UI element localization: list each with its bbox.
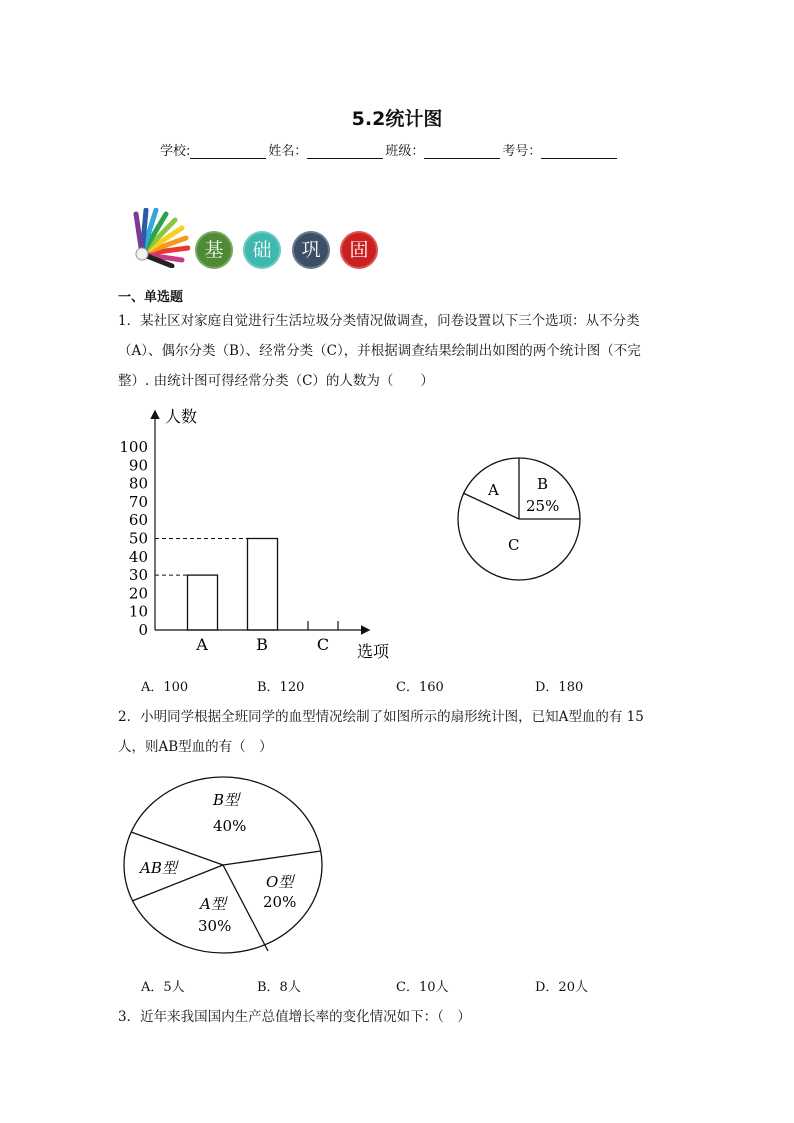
q2-option-c[interactable]: C．10人 bbox=[396, 980, 449, 995]
question-1-text bbox=[118, 306, 678, 396]
q1-bar-chart bbox=[110, 400, 410, 670]
b-type-percent: 40% bbox=[213, 817, 247, 835]
y-tick-label: 70 bbox=[128, 492, 148, 511]
y-tick-label: 100 bbox=[119, 438, 148, 456]
x-category-label: C bbox=[316, 635, 330, 654]
x-category-label: B bbox=[256, 635, 268, 654]
badge-ji: 基 bbox=[195, 231, 233, 269]
pencil-fan-icon bbox=[128, 208, 190, 268]
number-label: 考号： bbox=[502, 144, 542, 159]
class-blank[interactable] bbox=[424, 144, 500, 159]
question-2-text bbox=[118, 702, 678, 762]
q2-option-b[interactable]: B．8人 bbox=[257, 980, 301, 995]
school-label: 学校: bbox=[160, 144, 191, 159]
y-tick-label: 80 bbox=[128, 474, 148, 493]
q1-line-3: 整）. 由统计图可得经常分类（C）的人数为（ ） bbox=[118, 373, 434, 389]
q1-line-1: 1．某社区对家庭自觉进行生活垃圾分类情况做调查，问卷设置以下三个选项：从不分类 bbox=[118, 313, 640, 329]
ab-type-label: AB型 bbox=[140, 859, 177, 877]
bar-a bbox=[188, 575, 218, 630]
y-axis-label: 人数 bbox=[165, 407, 198, 426]
q1-option-c[interactable]: C．160 bbox=[396, 680, 444, 695]
q1-pie-chart bbox=[450, 450, 590, 590]
section-heading: 一、单选题 bbox=[118, 290, 184, 305]
student-info-row bbox=[160, 140, 619, 159]
class-label: 班级： bbox=[385, 144, 425, 159]
question-3-text bbox=[118, 1002, 678, 1032]
name-label: 姓名： bbox=[268, 144, 308, 159]
y-tick-label: 90 bbox=[128, 456, 148, 475]
q1-line-2: （A）、偶尔分类（B）、经常分类（C），并根据调查结果绘制出如图的两个统计图（不完 bbox=[118, 343, 641, 359]
pie-label-a: A bbox=[488, 481, 499, 499]
badge-gong: 巩 bbox=[292, 231, 330, 269]
q2-line-2: 人，则AB型血的有（ ） bbox=[118, 739, 273, 755]
y-tick-label: 0 bbox=[138, 621, 148, 639]
q3-line-1: 3．近年来我国国内生产总值增长率的变化情况如下：（ ） bbox=[118, 1009, 471, 1025]
bar-b bbox=[248, 539, 278, 631]
q1-option-d[interactable]: D．180 bbox=[535, 680, 584, 695]
divider-a-o bbox=[223, 865, 268, 951]
q2-option-a[interactable]: A．5人 bbox=[141, 980, 185, 995]
y-tick-label: 30 bbox=[128, 566, 148, 585]
a-type-percent: 30% bbox=[198, 917, 232, 935]
y-tick-label: 50 bbox=[128, 529, 148, 548]
a-type-label: A型 bbox=[200, 895, 226, 913]
q2-option-d[interactable]: D．20人 bbox=[535, 980, 588, 995]
number-blank[interactable] bbox=[541, 144, 617, 159]
y-tick-label: 10 bbox=[128, 602, 148, 621]
page-title: 5.2统计图 bbox=[351, 108, 443, 130]
school-blank[interactable] bbox=[190, 144, 266, 159]
y-tick-label: 60 bbox=[128, 511, 148, 530]
pie-percent-b: 25% bbox=[526, 497, 560, 515]
x-axis-label: 选项 bbox=[357, 642, 390, 661]
q2-line-1: 2．小明同学根据全班同学的血型情况绘制了如图所示的扇形统计图，已知A型血的有 15 bbox=[118, 709, 644, 725]
b-type-label: B型 bbox=[213, 791, 240, 809]
x-category-label: A bbox=[196, 635, 208, 654]
q2-blood-pie-chart bbox=[118, 775, 328, 960]
o-type-label: O型 bbox=[266, 873, 294, 891]
badge-gu: 固 bbox=[340, 231, 378, 269]
o-type-percent: 20% bbox=[263, 893, 297, 911]
q1-option-b[interactable]: B．120 bbox=[257, 680, 305, 695]
badge-chu: 础 bbox=[243, 231, 281, 269]
y-tick-label: 20 bbox=[128, 584, 148, 603]
divider-o-b bbox=[223, 851, 321, 865]
name-blank[interactable] bbox=[307, 144, 383, 159]
q1-option-a[interactable]: A．100 bbox=[141, 680, 189, 695]
pie-label-c: C bbox=[508, 536, 520, 554]
y-tick-label: 40 bbox=[128, 547, 148, 566]
pie-label-b: B bbox=[537, 475, 549, 493]
